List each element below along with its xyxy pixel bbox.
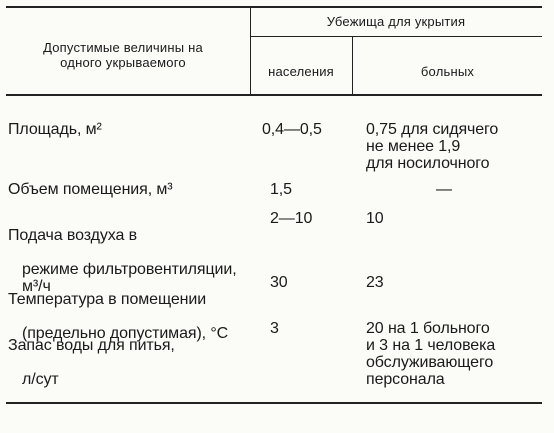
row-value-water-patients: 20 на 1 больного и 3 на 1 человека обслуживающего персонала — [366, 320, 496, 388]
row-label-area: Площадь, м² — [8, 121, 102, 138]
column-header-population: населения — [268, 64, 334, 79]
column-header-patients: больных — [420, 64, 475, 79]
row-value-temperature-patients: 23 — [366, 274, 384, 291]
row-label-water-line1: Запас воды для питья, — [8, 337, 175, 354]
row-label-temperature-rest: (предельно допустимая), °С — [22, 325, 229, 342]
header-bottom-rule — [6, 94, 542, 96]
row-value-water-population: 3 — [270, 320, 279, 337]
row-value-volume-patients: — — [436, 181, 452, 198]
row-label-air-supply-rest: режиме фильтровентиляции, м³/ч — [22, 261, 237, 295]
group-header: Убежища для укрытия — [326, 14, 466, 29]
row-label-water-rest: л/сут — [22, 371, 59, 388]
row-value-temperature-population: 30 — [270, 274, 288, 291]
row-value-volume-population: 1,5 — [270, 181, 292, 198]
row-value-area-patients: 0,75 для сидячего не менее 1,9 для носилочного — [366, 121, 499, 172]
top-rule — [6, 6, 542, 8]
row-value-area-population: 0,4—0,5 — [262, 121, 322, 138]
row-label-air-supply-line1: Подача воздуха в — [8, 227, 138, 244]
row-label-header: Допустимые величины на одного укрываемого — [43, 40, 203, 70]
row-label-temperature-line1: Температура в помещении — [8, 291, 207, 308]
row-label-water — [8, 320, 175, 405]
group-header-rule — [250, 36, 542, 37]
row-label-volume: Объем помещения, м³ — [8, 181, 173, 198]
row-value-air-supply-population: 2—10 — [270, 210, 313, 227]
row-value-air-supply-patients: 10 — [366, 210, 384, 227]
